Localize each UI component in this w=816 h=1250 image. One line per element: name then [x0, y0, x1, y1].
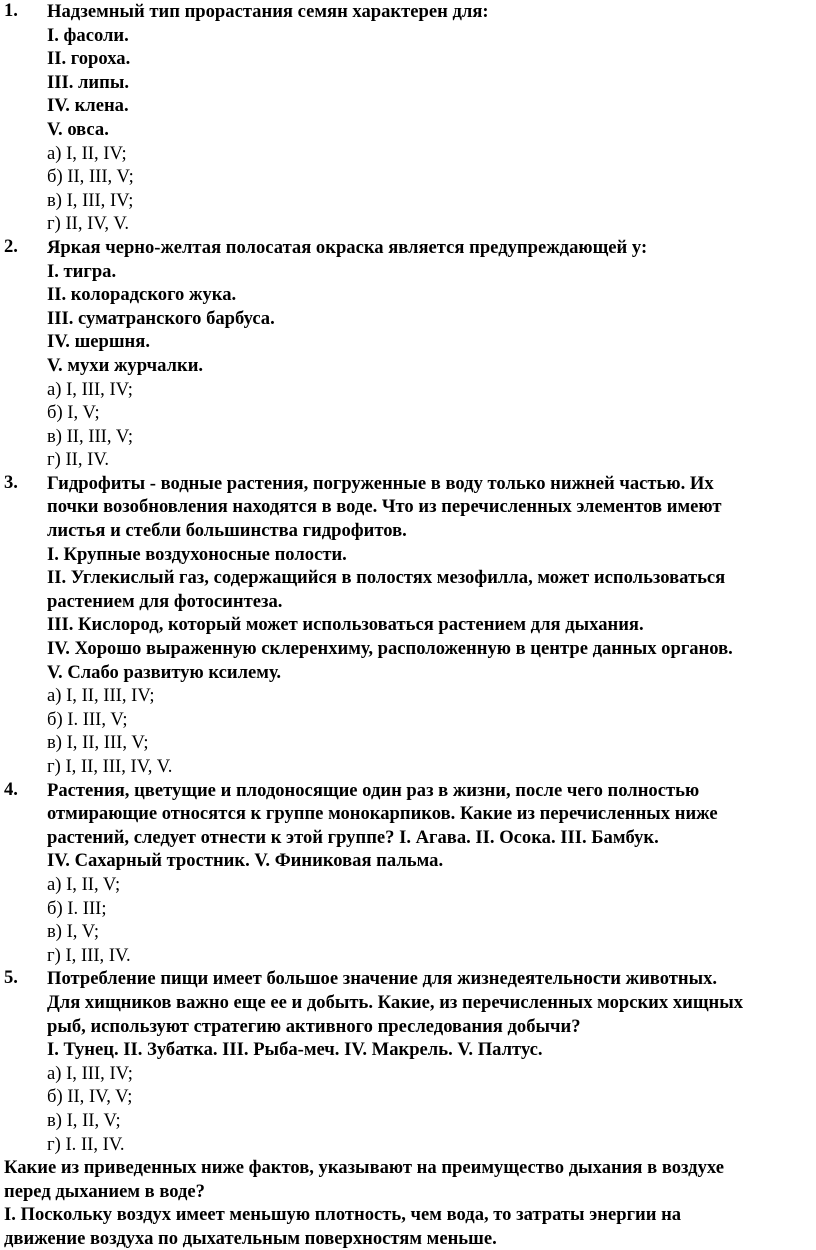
question-body [47, 236, 802, 472]
statement: III. суматранского барбуса. [47, 307, 275, 329]
statement: III. Кислород, который может использоваться растением для дыхания. [47, 614, 644, 636]
statement: II. гороха. [47, 48, 131, 70]
answer-option: в) I, III, IV; [47, 189, 134, 211]
answer-option: г) I, II, III, IV, V. [47, 756, 173, 777]
question-1 [0, 0, 816, 236]
answer-option: а) I, II, IV; [47, 142, 127, 164]
question-number: 4. [4, 778, 18, 800]
question-3 [0, 472, 816, 779]
question-body [47, 779, 802, 968]
question-4 [0, 779, 816, 968]
answer-option: б) I. III, V; [47, 708, 128, 730]
answer-option: б) II, III, V; [47, 166, 134, 188]
question-2 [0, 236, 816, 472]
statement: IV. Хорошо выраженную склеренхиму, расположенную в центре данных органов. [47, 638, 733, 660]
statement: растением для фотосинтеза. [47, 590, 283, 612]
question-5 [0, 967, 816, 1156]
statement: I. Крупные воздухоносные полости. [47, 543, 347, 565]
statement: I. фасоли. [47, 24, 129, 46]
answer-option: в) I, II, V; [47, 1109, 121, 1131]
question-number: 1. [4, 0, 18, 21]
question-text: Яркая черно-желтая полосатая окраска является предупреждающей у: [47, 236, 648, 258]
question-text: Гидрофиты - водные растения, погруженные в воду только нижней частью. Их [47, 472, 714, 494]
question-text: Для хищников важно еще ее и добыть. Какие, из перечисленных морских хищных [47, 991, 744, 1013]
answer-option: а) I, II, III, IV; [47, 685, 155, 707]
answer-option: в) I, V; [47, 921, 99, 943]
question-text: Потребление пищи имеет большое значение для жизнедеятельности животных. [47, 968, 718, 990]
statement: III. липы. [47, 71, 130, 93]
statement: движение воздуха по дыхательным поверхностям меньше. [4, 1227, 497, 1249]
answer-option: г) I, III, IV. [47, 944, 131, 966]
question-number: 2. [4, 235, 18, 257]
answer-option: а) I, III, IV; [47, 1062, 133, 1084]
question-6 [4, 1156, 802, 1250]
statement: II. Углекислый газ, содержащийся в полостях мезофилла, может использоваться [47, 567, 726, 589]
answer-option: г) II, IV. [47, 449, 110, 471]
question-text: листья и стебли большинства гидрофитов. [47, 520, 407, 542]
answer-option: г) II, IV, V. [47, 213, 130, 235]
question-text: отмирающие относятся к группе монокарпиков. Какие из перечисленных ниже [47, 803, 718, 825]
question-number: 3. [4, 471, 18, 493]
question-text: растений, следует отнести к этой группе? I. Агава. II. Осока. III. Бамбук. [47, 826, 659, 848]
statement: V. Слабо развитую ксилему. [47, 661, 282, 683]
question-text: Растения, цветущие и плодоносящие один раз в жизни, после чего полностью [47, 779, 700, 801]
answer-option: а) I, II, V; [47, 873, 121, 895]
question-text: рыб, используют стратегию активного преследования добычи? [47, 1015, 581, 1037]
answer-option: а) I, III, IV; [47, 378, 133, 400]
question-text: перед дыханием в воде? [4, 1180, 205, 1202]
question-body [47, 0, 802, 236]
statement: I. тигра. [47, 260, 117, 282]
answer-option: в) II, III, V; [47, 425, 134, 447]
statement: I. Поскольку воздух имеет меньшую плотность, чем вода, то затраты энергии на [4, 1204, 682, 1226]
answer-option: г) I. II, IV. [47, 1133, 125, 1155]
question-body [47, 967, 802, 1156]
statement: IV. клена. [47, 95, 129, 117]
statement: IV. шершня. [47, 331, 150, 353]
answer-option: в) I, II, III, V; [47, 732, 149, 754]
statement: II. колорадского жука. [47, 284, 237, 306]
question-text: IV. Сахарный тростник. V. Финиковая пальма. [47, 850, 444, 872]
question-text: I. Тунец. II. Зубатка. III. Рыба-меч. IV. Макрель. V. Палтус. [47, 1039, 543, 1061]
statement: V. овса. [47, 118, 109, 140]
answer-option: б) II, IV, V; [47, 1086, 133, 1108]
question-text: Какие из приведенных ниже фактов, указывают на преимущество дыхания в воздухе [4, 1157, 724, 1179]
question-number: 5. [4, 967, 18, 989]
answer-option: б) I. III; [47, 897, 107, 919]
question-body [47, 472, 802, 779]
statement: V. мухи журчалки. [47, 354, 204, 376]
question-text: почки возобновления находятся в воде. Что из перечисленных элементов имеют [47, 496, 722, 518]
question-text: Надземный тип прорастания семян характерен для: [47, 1, 489, 22]
answer-option: б) I, V; [47, 402, 100, 424]
